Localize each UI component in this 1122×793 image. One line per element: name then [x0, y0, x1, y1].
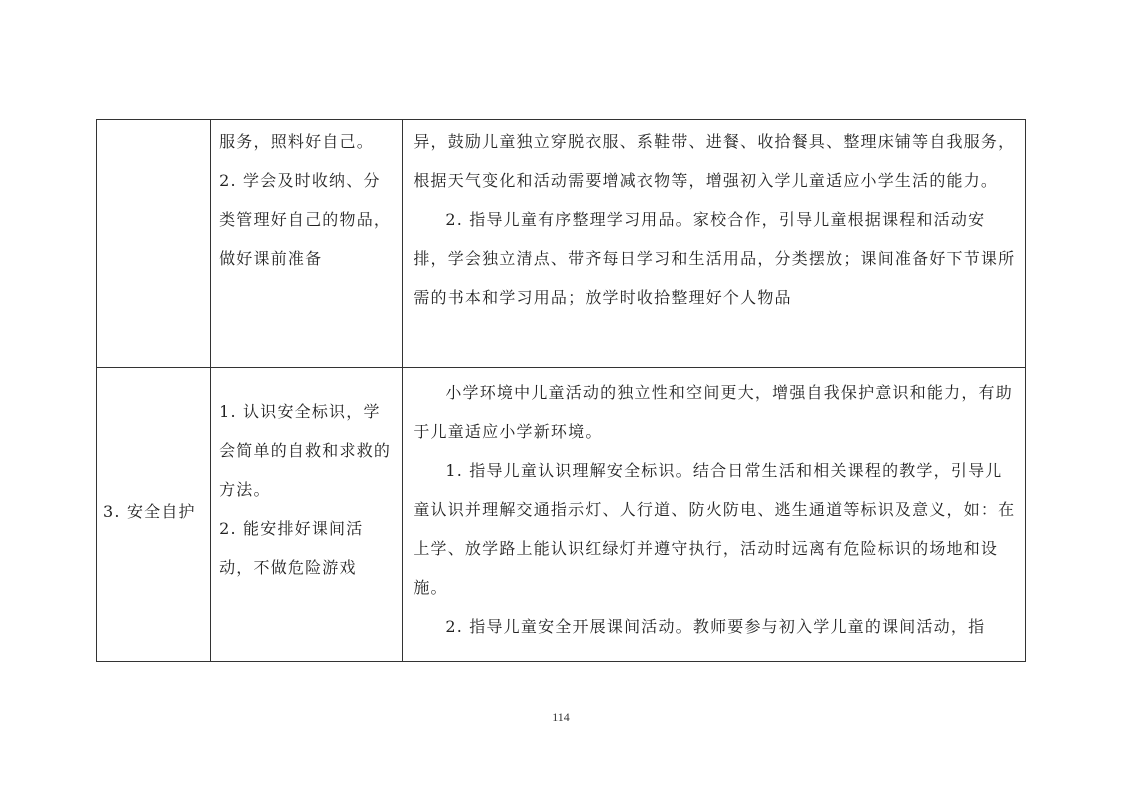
- guidance-paragraph: 2. 指导儿童安全开展课间活动。教师要参与初入学儿童的课间活动，指: [445, 617, 986, 636]
- guidance-cell: [403, 120, 1026, 368]
- page-number: 114: [552, 710, 570, 724]
- goal-text: 2. 能安排好课间活动，不做危险游戏: [219, 519, 364, 577]
- goal-text: 2. 学会及时收纳、分类管理好自己的物品，做好课前准备: [219, 171, 392, 268]
- guidance-cell: [403, 368, 1026, 662]
- table-row: [97, 120, 1026, 368]
- goals-cell: [211, 120, 403, 368]
- guidance-paragraph: 1. 指导儿童认识理解安全标识。结合日常生活和相关课程的教学，引导儿童认识并理解交通指示灯、人行道、防火防电、逃生通道等标识及意义，如：在上学、放学路上能认识红绿灯并遵守执行，活动时远离有危险标识的场地和设施。: [413, 461, 1016, 597]
- guidance-paragraph: 小学环境中儿童活动的独立性和空间更大，增强自我保护意识和能力，有助于儿童适应小学新环境。: [413, 383, 1013, 441]
- goal-text: 服务，照料好自己。: [219, 132, 374, 151]
- category-cell: [97, 368, 211, 662]
- content-table: [96, 119, 1026, 662]
- goal-text: 1. 认识安全标识，学会简单的自救和求救的方法。: [219, 402, 392, 499]
- goals-cell: [211, 368, 403, 662]
- guidance-paragraph: 2. 指导儿童有序整理学习用品。家校合作，引导儿童根据课程和活动安排，学会独立清点、带齐每日学习和生活用品，分类摆放；课间准备好下节课所需的书本和学习用品；放学时收拾整理好个人物品: [413, 210, 1016, 307]
- table-row: [97, 368, 1026, 662]
- category-text: [97, 120, 210, 122]
- guidance-paragraph: 异，鼓励儿童独立穿脱衣服、系鞋带、进餐、收拾餐具、整理床铺等自我服务，根据天气变化和活动需要增减衣物等，增强初入学儿童适应小学生活的能力。: [413, 132, 1016, 190]
- category-cell: [97, 120, 211, 368]
- category-text: 3. 安全自护: [103, 502, 196, 521]
